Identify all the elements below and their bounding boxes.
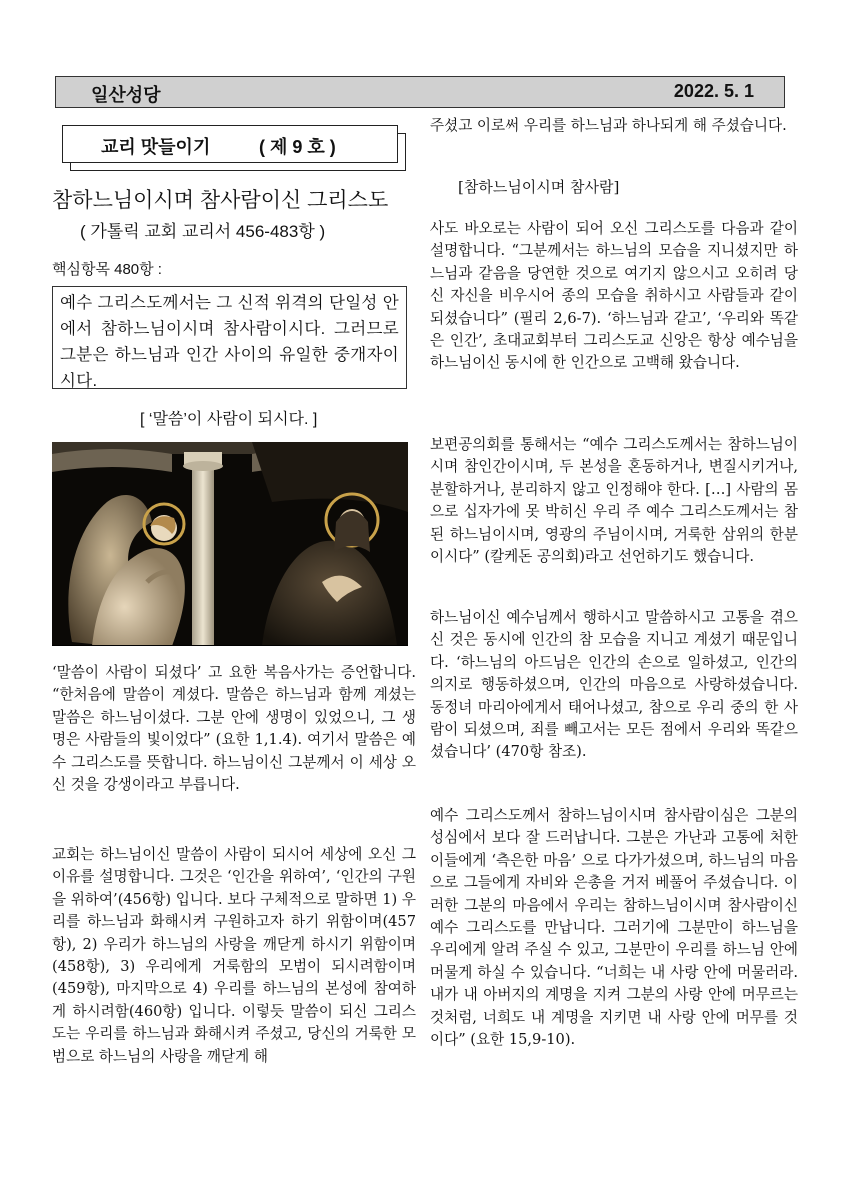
series-title: 교리 맛들이기 <box>101 137 211 157</box>
paragraph-reasons-continued: 주셨고 이로써 우리를 하느님과 하나되게 해 주셨습니다. <box>430 117 787 134</box>
paragraph-council-declaration: 보편공의회를 통해서는 “예수 그리스도께서는 참하느님이시며 참인간이시며, 두 본성을 혼동하거나, 변질시키거나, 분할하거나, 분리하지 않고 인정해야 한다. […] 사람의 몸으로 십자가에 못 박히신 우리 주 예수 그리스도께서는 참된 하느님이시며, 영광의 주님이시며, 거룩한 삼위의 한분이시다” (칼케돈 공의회)라고 선언하기도 했습니다. <box>430 436 798 566</box>
core-item-text: 예수 그리스도께서는 그 신적 위격의 단일성 안에서 참하느님이시며 참사람이시다. 그러므로 그분은 하느님과 인간 사이의 유일한 중개자이시다. <box>52 286 407 389</box>
catechism-reference: ( 가톨릭 교회 교리서 456-483항 ) <box>80 222 326 241</box>
paragraph-human-nature: 하느님이신 예수님께서 행하시고 말씀하시고 고통을 겪으신 것은 동시에 인간의 참 모습을 지니고 계셨기 때문입니다. ‘하느님의 아드님은 인간의 손으로 일하셨고, 인간의 의지로 행동하셨으며, 인간의 마음으로 사랑하셨습니다. 동정녀 마리아에게서 태어나셨고, 참으로 우리 중의 한 사람이 되셨으며, 죄를 빼고서는 모든 점에서 우리와 똑같으셨습니다’ (470항 참조). <box>430 609 798 761</box>
annunciation-painting <box>52 442 408 646</box>
series-issue-number: ( 제 9 호 ) <box>259 137 336 157</box>
core-item-label: 핵심항목 480항 : <box>52 261 162 278</box>
paragraph-sacred-heart: 예수 그리스도께서 참하느님이시며 참사람이심은 그분의 성심에서 보다 잘 드러납니다. 그분은 가난과 고통에 처한 이들에게 ‘측은한 마음’ 으로 다가가셨으며, 하느님의 마음으로 그들에게 자비와 은총을 거저 베풀어 주셨습니다. 이러한 그분의 마음에서 우리는 참하느님이시며 참사람이신 예수 그리스도를 만납니다. 그러기에 그분만이 하느님을 우리에게 알려 주실 수 있고, 그분만이 우리를 하느님 안에 머물게 하실 수 있습니다. “너희는 내 사랑 안에 머물러라. 내가 내 아버지의 계명을 지켜 그분의 사랑 안에 머무르는 것처럼, 너희도 내 계명을 지키면 내 사랑 안에 머무를 것이다” (요한 15,9-10). <box>430 807 798 1049</box>
series-box <box>62 125 398 163</box>
paragraph-incarnation-reasons: 교회는 하느님이신 말씀이 사람이 되시어 세상에 오신 그 이유를 설명합니다. 그것은 ‘인간을 위하여’, ‘인간의 구원을 위하여’(456항) 입니다. 보다 구체적으로 말하면 1) 우리를 하느님과 화해시켜 구원하고자 하기 위함이며(457항), 2) 우리가 하느님의 사랑을 깨닫게 하시기 위함이며(458항), 3) 우리에게 거룩함의 모범이 되시려함이며(459항), 마지막으로 4) 우리를 하느님의 본성에 참여하게 하시려함(460항) 입니다. 이렇듯 말씀이 되신 그리스도는 우리를 하느님과 화해시켜 주셨고, 당신의 거룩한 모범으로 하느님의 사랑을 깨닫게 해 <box>52 846 416 1065</box>
paragraph-incarnation-intro: ‘말씀이 사람이 되셨다’ 고 요한 복음사가는 증언합니다. “한처음에 말씀이 계셨다. 말씀은 하느님과 함께 계셨는 말씀은 하느님이셨다. 그분 안에 생명이 있었으니, 그 생명은 사람들의 빛이었다” (요한 1,1.4). 여기서 말씀은 예수 그리스도를 뜻합니다. 하느님이신 그분께서 이 세상 오신 것을 강생이라고 부릅니다. <box>52 664 416 794</box>
painting-column <box>192 456 214 646</box>
paragraph-paul-explanation: 사도 바오로는 사람이 되어 오신 그리스도를 다음과 같이 설명합니다. “그분께서는 하느님의 모습을 지니셨지만 하느님과 같음을 당연한 것으로 여기지 않으시고 오히려 당신 자신을 비우시어 종의 모습을 취하시고 사람들과 같이 되셨습니다” (필리 2,6-7). ‘하느님과 같고’, ‘우리와 똑같은 인간’, 초대교회부터 그리스도교 신앙은 항상 예수님을 하느님이신 동시에 한 인간으로 고백해 왔습니다. <box>430 220 798 372</box>
parish-name: 일산성당 <box>91 85 161 105</box>
article-title: 참하느님이시며 참사람이신 그리스도 <box>52 189 389 212</box>
issue-date: 2022. 5. 1 <box>673 81 754 101</box>
section-heading-true-god-true-man: [참하느님이시며 참사람] <box>458 178 620 196</box>
page-header <box>55 76 785 108</box>
section-heading-word-became-flesh: [ ‘말씀’이 사람이 되시다. ] <box>140 411 318 428</box>
